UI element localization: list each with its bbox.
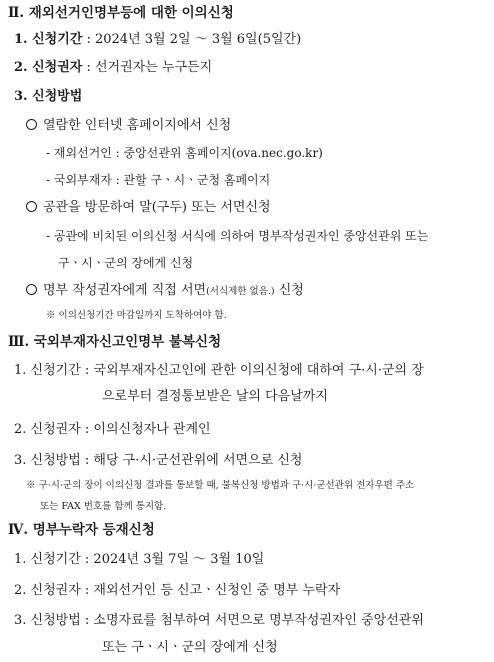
period-value: : 2024년 3월 7일 ～ 3월 10일 [84, 552, 265, 567]
section-4-method [14, 614, 424, 627]
section-2-method-label: 3. 신청방법 [14, 89, 83, 104]
circle-bullet-icon [26, 284, 37, 295]
circle-bullet-icon [26, 119, 37, 130]
option-1 [26, 119, 231, 132]
applicant-value: : 선거권자는 누구든지 [86, 60, 213, 75]
method-label: 3. 신청방법 [14, 453, 81, 468]
section-3-period [14, 364, 424, 377]
period-label: 1. 신청기간 [14, 363, 81, 378]
applicant-value: : 재외선거인 등 신고ㆍ신청인 중 명부 누락자 [84, 583, 341, 598]
section-3-period-b: 으로부터 결정통보받은 날의 다음날까지 [102, 389, 328, 404]
circle-bullet-icon [26, 201, 37, 212]
section-4-method-b: 또는 구ㆍ시ㆍ군의 장에게 신청 [102, 640, 278, 655]
period-label: 1. 신청기간 [14, 552, 81, 567]
section-3-title: Ⅲ. 국외부재자신고인명부 불복신청 [8, 334, 222, 350]
option-3-text: 명부 작성권자에게 직접 서면 [43, 283, 207, 298]
applicant-label: 2. 신청권자 [14, 583, 81, 598]
applicant-label: 2. 신청권자 [14, 60, 83, 75]
option-1-sub-1: - 재외선거인 : 중앙선관위 홈페이지(ova.nec.go.kr) [46, 146, 323, 160]
section-2-period [14, 33, 301, 46]
period-value-a: : 국외부재자신고인에 관한 이의신청에 대하여 구·시·군의 장 [84, 363, 424, 378]
section-4-period [14, 553, 264, 566]
option-1-text: 열람한 인터넷 홈페이지에서 신청 [43, 118, 232, 133]
option-2 [26, 201, 271, 214]
option-2-text: 공관을 방문하여 말(구두) 또는 서면신청 [43, 200, 271, 215]
applicant-label: 2. 신청권자 [14, 422, 81, 437]
section-2-title: Ⅱ. 재외선거인명부등에 대한 이의신청 [8, 5, 234, 21]
section-2-note: ※ 이의신청기간 마감일까지 도착하여야 함. [46, 310, 227, 321]
section-3-method [14, 454, 302, 467]
option-2-sub-1b: 구ㆍ시ㆍ군의 장에게 신청 [58, 256, 194, 270]
option-3 [26, 284, 304, 297]
section-3-applicant [14, 423, 211, 436]
method-value-a: : 소명자료를 첨부하여 서면으로 명부작성권자인 중앙선관위 [84, 613, 424, 628]
period-value: : 2024년 3월 2일 ～ 3월 6일(5일간) [86, 32, 302, 47]
section-4-applicant [14, 584, 340, 597]
period-label: 1. 신청기간 [14, 32, 83, 47]
section-3-note-a: ※ 구·시·군의 장이 이의신청 결과를 통보할 때, 불복신청 방법과 구·시·군선관위 전자우편 주소 [26, 480, 415, 491]
section-2-applicant [14, 61, 212, 74]
applicant-value: : 이의신청자나 관계인 [84, 422, 211, 437]
option-3-small: (서식제한 없음.) [206, 286, 275, 297]
section-4-title: Ⅳ. 명부누락자 등재신청 [8, 522, 155, 538]
method-value: : 해당 구·시·군선관위에 서면으로 신청 [84, 453, 303, 468]
method-label: 3. 신청방법 [14, 613, 81, 628]
option-2-sub-1a: - 공관에 비치된 이의신청 서식에 의하여 명부작성권자인 중앙선관위 또는 [46, 229, 429, 243]
section-3-note-b: 또는 FAX 번호를 함께 통지함. [40, 501, 167, 512]
option-3-end: 신청 [274, 283, 304, 298]
option-1-sub-2: - 국외부재자 : 관할 구ㆍ시ㆍ군청 홈페이지 [46, 173, 271, 187]
